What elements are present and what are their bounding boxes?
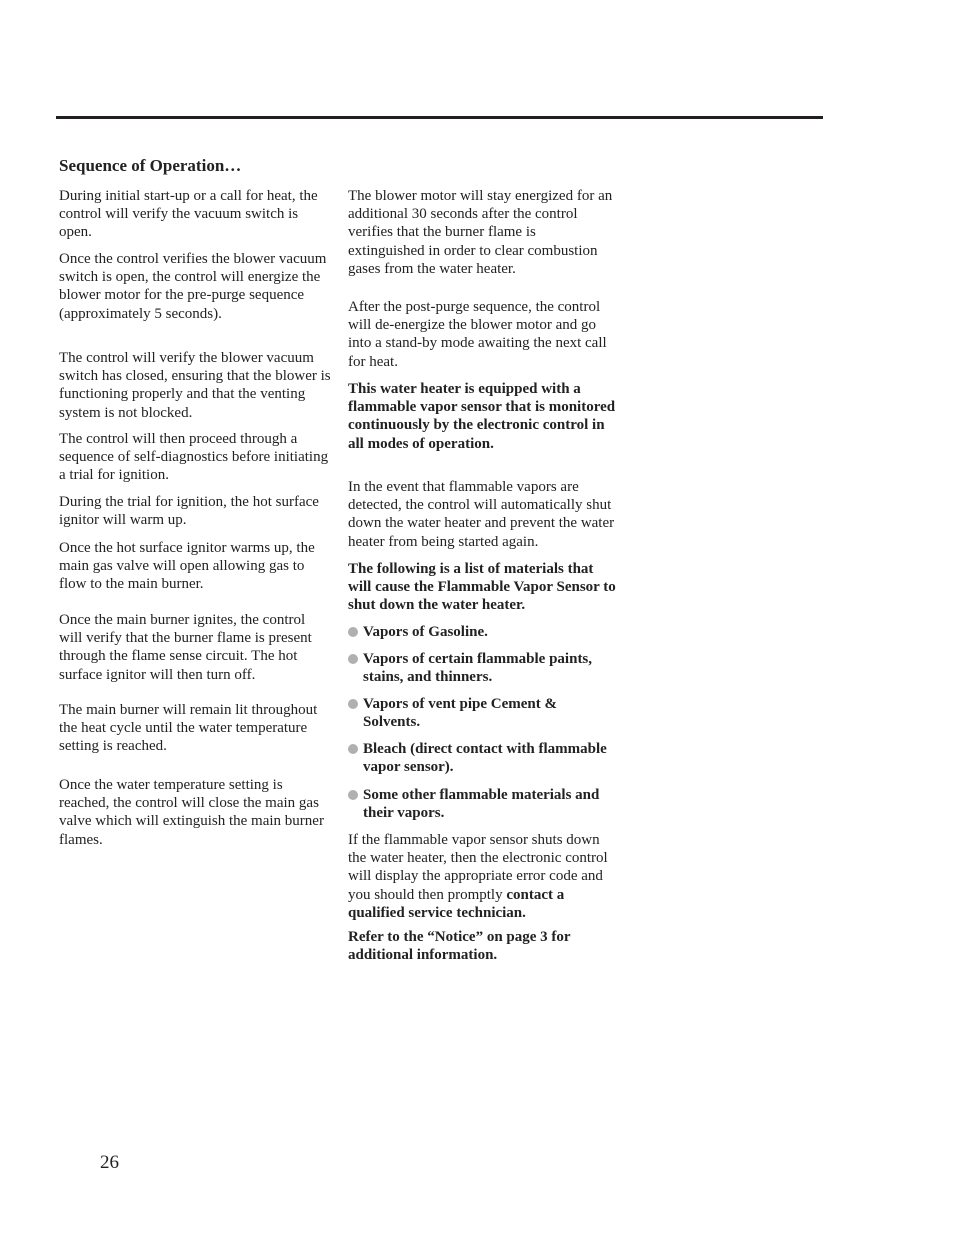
paragraph-burner-ignites: Once the main burner ignites, the control will verify that the burner flame is present through the flame sense circuit. The hot surface ignitor will then turn off. <box>59 612 312 683</box>
paragraph-vacuum-verify: The control will verify the blower vacuum switch has closed, ensuring that the blower is functioning properly and that the venting system is not blocked. <box>59 350 331 421</box>
bullet-dot-icon <box>348 627 358 637</box>
list-item-text: Bleach (direct contact with flammable vapor sensor). <box>363 741 607 776</box>
paragraph-gas-valve: Once the hot surface ignitor warms up, the main gas valve will open allowing gas to flow to the main burner. <box>59 540 315 593</box>
paragraph-materials-intro: The following is a list of materials that will cause the Flammable Vapor Sensor to shut down the water heater. <box>348 561 616 614</box>
paragraph-refer-notice: Refer to the “Notice” on page 3 for additional information. <box>348 929 571 964</box>
list-item <box>348 786 616 822</box>
list-item <box>348 695 616 731</box>
paragraph-pre-purge: Once the control verifies the blower vacuum switch is open, the control will energize the blower motor for the pre-purge sequence (approximately 5 seconds). <box>59 251 327 322</box>
bullet-dot-icon <box>348 699 358 709</box>
list-item-text: Vapors of Gasoline. <box>363 624 488 640</box>
bullet-dot-icon <box>348 744 358 754</box>
bullet-dot-icon <box>348 654 358 664</box>
list-item-text: Vapors of certain flammable paints, stains, and thinners. <box>363 651 593 686</box>
paragraph-sensor-shutdown-text: If the flammable vapor sensor shuts down the water heater, then the electronic control will display the appropriate error code and you should then promptly <box>348 832 608 903</box>
paragraph-vapor-sensor-notice: This water heater is equipped with a flammable vapor sensor that is monitored continuously by the electronic control in all modes of operation. <box>348 381 616 452</box>
paragraph-vapors-detected: In the event that flammable vapors are detected, the control will automatically shut down the water heater and prevent the water heater from being started again. <box>348 479 615 550</box>
list-item-text: Some other flammable materials and their vapors. <box>363 787 600 822</box>
paragraph-contact-technician: contact a qualified service technician. <box>348 886 565 921</box>
list-item-text: Vapors of vent pipe Cement & Solvents. <box>363 696 558 731</box>
section-heading: Sequence of Operation… <box>59 156 242 175</box>
bullet-dot-icon <box>348 790 358 800</box>
page-number: 26 <box>100 1152 119 1173</box>
paragraph-burner-lit: The main burner will remain lit throughout the heat cycle until the water temperature setting is reached. <box>59 702 318 755</box>
list-item <box>348 623 616 641</box>
paragraph-self-diagnostics: The control will then proceed through a sequence of self-diagnostics before initiating a trial for ignition. <box>59 431 329 484</box>
paragraph-post-purge: The blower motor will stay energized for an additional 30 seconds after the control verifies that the burner flame is extinguished in order to clear combustion gases from the water heater. <box>348 188 613 277</box>
list-item <box>348 740 616 776</box>
paragraph-trial-ignition: During the trial for ignition, the hot surface ignitor will warm up. <box>59 494 319 529</box>
list-item <box>348 650 616 686</box>
paragraph-stand-by: After the post-purge sequence, the control will de-energize the blower motor and go into a stand-by mode awaiting the next call for heat. <box>348 299 607 370</box>
paragraph-sensor-shutdown <box>348 831 616 922</box>
paragraph-temperature-reached: Once the water temperature setting is reached, the control will close the main gas valve which will extinguish the main burner flames. <box>59 777 324 848</box>
header-rule <box>56 116 823 119</box>
paragraph-startup: During initial start-up or a call for heat, the control will verify the vacuum switch is open. <box>59 188 318 241</box>
